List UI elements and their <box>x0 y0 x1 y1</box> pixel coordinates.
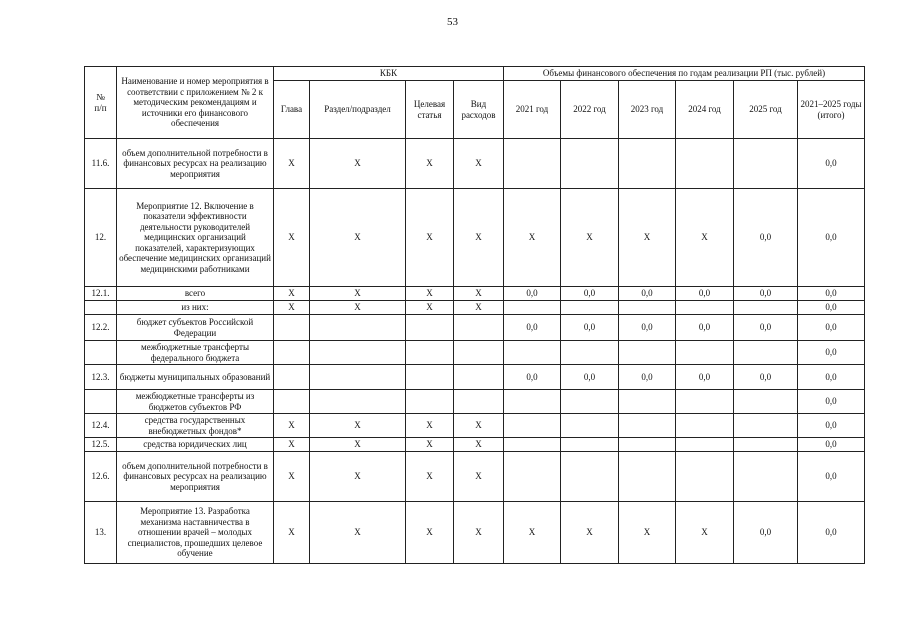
cell-2023: 0,0 <box>619 315 676 341</box>
cell-2025 <box>734 139 798 189</box>
cell-2025 <box>734 438 798 452</box>
cell-vid: X <box>454 301 504 315</box>
cell-2022 <box>561 301 619 315</box>
cell-2023 <box>619 139 676 189</box>
cell-razdel <box>310 390 406 414</box>
cell-2022: 0,0 <box>561 287 619 301</box>
cell-tselevaya: X <box>406 502 454 564</box>
cell-2022 <box>561 438 619 452</box>
table-row <box>85 414 865 438</box>
cell-2021 <box>504 341 561 365</box>
cell-2024: 0,0 <box>676 365 734 390</box>
row-number: 11.6. <box>85 139 117 189</box>
cell-tselevaya <box>406 390 454 414</box>
cell-razdel: X <box>310 189 406 287</box>
header-razdel: Раздел/подраздел <box>310 81 406 139</box>
cell-razdel: X <box>310 414 406 438</box>
row-name: из них: <box>117 301 274 315</box>
row-number: 12.2. <box>85 315 117 341</box>
cell-tselevaya <box>406 365 454 390</box>
cell-vid: X <box>454 414 504 438</box>
cell-2023 <box>619 438 676 452</box>
row-number: 12.5. <box>85 438 117 452</box>
cell-vid <box>454 341 504 365</box>
cell-vid: X <box>454 287 504 301</box>
cell-glava: X <box>274 502 310 564</box>
cell-total: 0,0 <box>798 189 865 287</box>
cell-total: 0,0 <box>798 502 865 564</box>
cell-total: 0,0 <box>798 452 865 502</box>
header-name: Наименование и номер мероприятия в соответствии с приложением № 2 к методическим рекомендациям и источники его финансового обеспечения <box>117 67 274 139</box>
cell-2021 <box>504 301 561 315</box>
cell-2024: X <box>676 502 734 564</box>
cell-2024: 0,0 <box>676 287 734 301</box>
table-row <box>85 390 865 414</box>
cell-2021: 0,0 <box>504 287 561 301</box>
row-number: 12.6. <box>85 452 117 502</box>
row-number <box>85 390 117 414</box>
table-row <box>85 139 865 189</box>
row-number <box>85 341 117 365</box>
row-name: бюджет субъектов Российской Федерации <box>117 315 274 341</box>
cell-tselevaya: X <box>406 287 454 301</box>
row-name: средства юридических лиц <box>117 438 274 452</box>
table-row <box>85 452 865 502</box>
cell-2023 <box>619 301 676 315</box>
cell-tselevaya: X <box>406 189 454 287</box>
cell-tselevaya <box>406 315 454 341</box>
cell-vid: X <box>454 502 504 564</box>
cell-2021: 0,0 <box>504 365 561 390</box>
cell-glava: X <box>274 287 310 301</box>
cell-vid <box>454 315 504 341</box>
row-number: 12.3. <box>85 365 117 390</box>
cell-glava <box>274 390 310 414</box>
cell-2025: 0,0 <box>734 365 798 390</box>
cell-glava: X <box>274 438 310 452</box>
cell-total: 0,0 <box>798 438 865 452</box>
row-number: 12.4. <box>85 414 117 438</box>
row-number: 12. <box>85 189 117 287</box>
cell-vid: X <box>454 438 504 452</box>
table-row <box>85 287 865 301</box>
cell-2023 <box>619 341 676 365</box>
cell-tselevaya: X <box>406 301 454 315</box>
cell-vid <box>454 365 504 390</box>
header-2024: 2024 год <box>676 81 734 139</box>
cell-total: 0,0 <box>798 390 865 414</box>
page-number: 53 <box>447 16 458 28</box>
cell-2023: X <box>619 502 676 564</box>
cell-total: 0,0 <box>798 139 865 189</box>
table-row <box>85 341 865 365</box>
cell-total: 0,0 <box>798 287 865 301</box>
cell-2024: 0,0 <box>676 315 734 341</box>
cell-2024: X <box>676 189 734 287</box>
cell-razdel: X <box>310 301 406 315</box>
cell-2025 <box>734 341 798 365</box>
header-2021: 2021 год <box>504 81 561 139</box>
cell-2021 <box>504 139 561 189</box>
cell-glava <box>274 365 310 390</box>
cell-glava: X <box>274 452 310 502</box>
cell-total: 0,0 <box>798 414 865 438</box>
cell-2023 <box>619 390 676 414</box>
cell-2024 <box>676 341 734 365</box>
table-row <box>85 315 865 341</box>
cell-2022 <box>561 139 619 189</box>
cell-2022: 0,0 <box>561 315 619 341</box>
cell-vid: X <box>454 139 504 189</box>
cell-total: 0,0 <box>798 341 865 365</box>
cell-vid <box>454 390 504 414</box>
header-kbk: КБК <box>274 67 504 81</box>
header-glava: Глава <box>274 81 310 139</box>
cell-2023 <box>619 452 676 502</box>
header-2025: 2025 год <box>734 81 798 139</box>
cell-2025 <box>734 301 798 315</box>
cell-2021 <box>504 414 561 438</box>
cell-glava: X <box>274 189 310 287</box>
table-row <box>85 502 865 564</box>
cell-razdel <box>310 315 406 341</box>
row-number: 12.1. <box>85 287 117 301</box>
cell-razdel: X <box>310 139 406 189</box>
cell-2022 <box>561 390 619 414</box>
row-number <box>85 301 117 315</box>
cell-tselevaya <box>406 341 454 365</box>
cell-glava <box>274 341 310 365</box>
cell-2025: 0,0 <box>734 287 798 301</box>
cell-2023: 0,0 <box>619 287 676 301</box>
cell-2021: 0,0 <box>504 315 561 341</box>
cell-2022: X <box>561 502 619 564</box>
financing-table <box>84 66 865 564</box>
cell-2024 <box>676 390 734 414</box>
cell-2025 <box>734 390 798 414</box>
cell-2022 <box>561 414 619 438</box>
cell-2025: 0,0 <box>734 315 798 341</box>
row-name: бюджеты муниципальных образований <box>117 365 274 390</box>
cell-tselevaya: X <box>406 438 454 452</box>
header-total: 2021–2025 годы (итого) <box>798 81 865 139</box>
cell-glava: X <box>274 139 310 189</box>
header-tselevaya: Целевая статья <box>406 81 454 139</box>
cell-glava: X <box>274 414 310 438</box>
cell-razdel <box>310 341 406 365</box>
cell-2022: 0,0 <box>561 365 619 390</box>
cell-razdel: X <box>310 438 406 452</box>
cell-glava <box>274 315 310 341</box>
cell-2024 <box>676 139 734 189</box>
cell-2023: X <box>619 189 676 287</box>
row-name: объем дополнительной потребности в финансовых ресурсах на реализацию мероприятия <box>117 452 274 502</box>
cell-2024 <box>676 301 734 315</box>
cell-2023: 0,0 <box>619 365 676 390</box>
cell-2024 <box>676 438 734 452</box>
table-row <box>85 438 865 452</box>
cell-2025 <box>734 452 798 502</box>
row-name: Мероприятие 12. Включение в показатели эффективности деятельности руководителей медицинских организаций показателей, характеризующих обеспечение медицинских организаций медицинскими работниками <box>117 189 274 287</box>
cell-2021: X <box>504 502 561 564</box>
header-no: № п/п <box>85 67 117 139</box>
cell-2023 <box>619 414 676 438</box>
cell-razdel: X <box>310 502 406 564</box>
table-row <box>85 365 865 390</box>
cell-total: 0,0 <box>798 301 865 315</box>
row-name: объем дополнительной потребности в финансовых ресурсах на реализацию мероприятия <box>117 139 274 189</box>
cell-2025: 0,0 <box>734 502 798 564</box>
cell-tselevaya: X <box>406 139 454 189</box>
cell-2024 <box>676 414 734 438</box>
cell-razdel <box>310 365 406 390</box>
cell-total: 0,0 <box>798 315 865 341</box>
cell-2021 <box>504 452 561 502</box>
row-name: Мероприятие 13. Разработка механизма наставничества в отношении врачей – молодых специалистов, прошедших целевое обучение <box>117 502 274 564</box>
cell-2024 <box>676 452 734 502</box>
row-name: межбюджетные трансферты федерального бюджета <box>117 341 274 365</box>
header-volumes: Объемы финансового обеспечения по годам реализации РП (тыс. рублей) <box>504 67 865 81</box>
cell-glava: X <box>274 301 310 315</box>
cell-2022 <box>561 341 619 365</box>
header-vid: Вид расходов <box>454 81 504 139</box>
cell-2025 <box>734 414 798 438</box>
cell-razdel: X <box>310 287 406 301</box>
cell-vid: X <box>454 189 504 287</box>
cell-razdel: X <box>310 452 406 502</box>
cell-2021 <box>504 438 561 452</box>
cell-vid: X <box>454 452 504 502</box>
cell-tselevaya: X <box>406 414 454 438</box>
cell-total: 0,0 <box>798 365 865 390</box>
header-2022: 2022 год <box>561 81 619 139</box>
row-name: межбюджетные трансферты из бюджетов субъектов РФ <box>117 390 274 414</box>
cell-2021 <box>504 390 561 414</box>
cell-2022 <box>561 452 619 502</box>
table-row <box>85 301 865 315</box>
row-number: 13. <box>85 502 117 564</box>
cell-2022: X <box>561 189 619 287</box>
table-row <box>85 189 865 287</box>
cell-2021: X <box>504 189 561 287</box>
cell-tselevaya: X <box>406 452 454 502</box>
row-name: средства государственных внебюджетных фондов* <box>117 414 274 438</box>
row-name: всего <box>117 287 274 301</box>
header-2023: 2023 год <box>619 81 676 139</box>
cell-2025: 0,0 <box>734 189 798 287</box>
